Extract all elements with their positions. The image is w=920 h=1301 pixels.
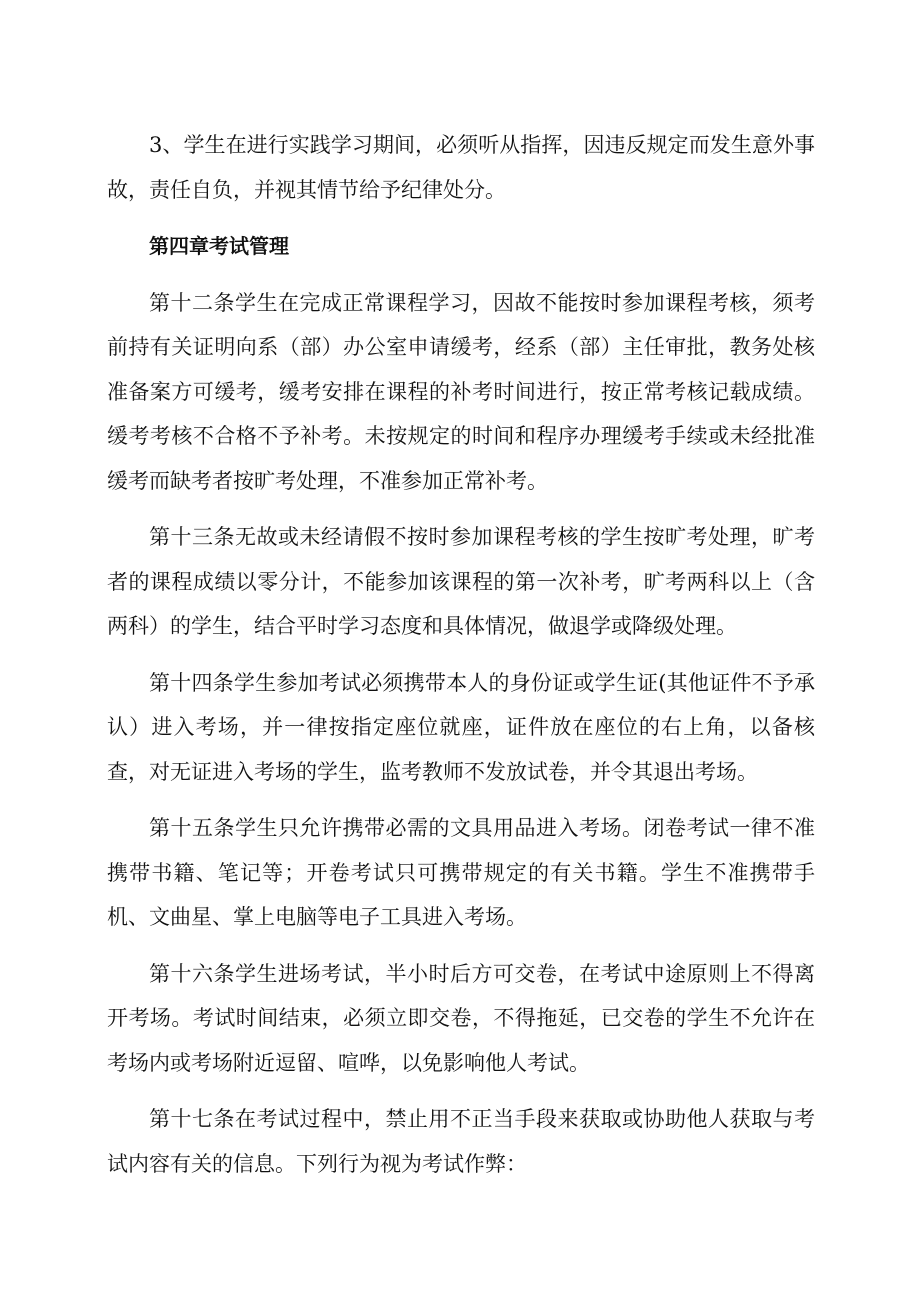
paragraph-article-14: 第十四条学生参加考试必须携带本人的身份证或学生证(其他证件不予承认）进入考场，并一律按指定座位就座，证件放在座位的右上角，以备核查，对无证进入考场的学生，监考教师不发放试卷，并令其退出考场。: [107, 670, 815, 784]
paragraph-article-15: 第十五条学生只允许携带必需的文具用品进入考场。闭卷考试一律不准携带书籍、笔记等；开卷考试只可携带规定的有关书籍。学生不准携带手机、文曲星、掌上电脑等电子工具进入考场。: [107, 816, 815, 929]
paragraph-article-12: 第十二条学生在完成正常课程学习，因故不能按时参加课程考核，须考前持有关证明向系（部）办公室申请缓考，经系（部）主任审批，教务处核准备案方可缓考，缓考安排在课程的补考时间进行，按正常考核记载成绩。缓考考核不合格不予补考。未按规定的时间和程序办理缓考手续或未经批准缓考而缺考者按旷考处理，不准参加正常补考。: [107, 290, 815, 493]
paragraph-item-3: 3、学生在进行实践学习期间，必须听从指挥，因违反规定而发生意外事故，责任自负，并视其情节给予纪律处分。: [107, 133, 815, 202]
paragraph-article-16: 第十六条学生进场考试，半小时后方可交卷，在考试中途原则上不得离开考场。考试时间结束，必须立即交卷，不得拖延，已交卷的学生不允许在考场内或考场附近逗留、喧哗，以免影响他人考试。: [107, 961, 815, 1075]
chapter-heading: 第四章考试管理: [149, 234, 289, 258]
paragraph-article-17: 第十七条在考试过程中，禁止用不正当手段来获取或协助他人获取与考试内容有关的信息。下列行为视为考试作弊：: [107, 1107, 815, 1176]
paragraph-article-13: 第十三条无故或未经请假不按时参加课程考核的学生按旷考处理，旷考者的课程成绩以零分计，不能参加该课程的第一次补考，旷考两科以上（含两科）的学生，结合平时学习态度和具体情况，做退学或降级处理。: [107, 525, 815, 638]
